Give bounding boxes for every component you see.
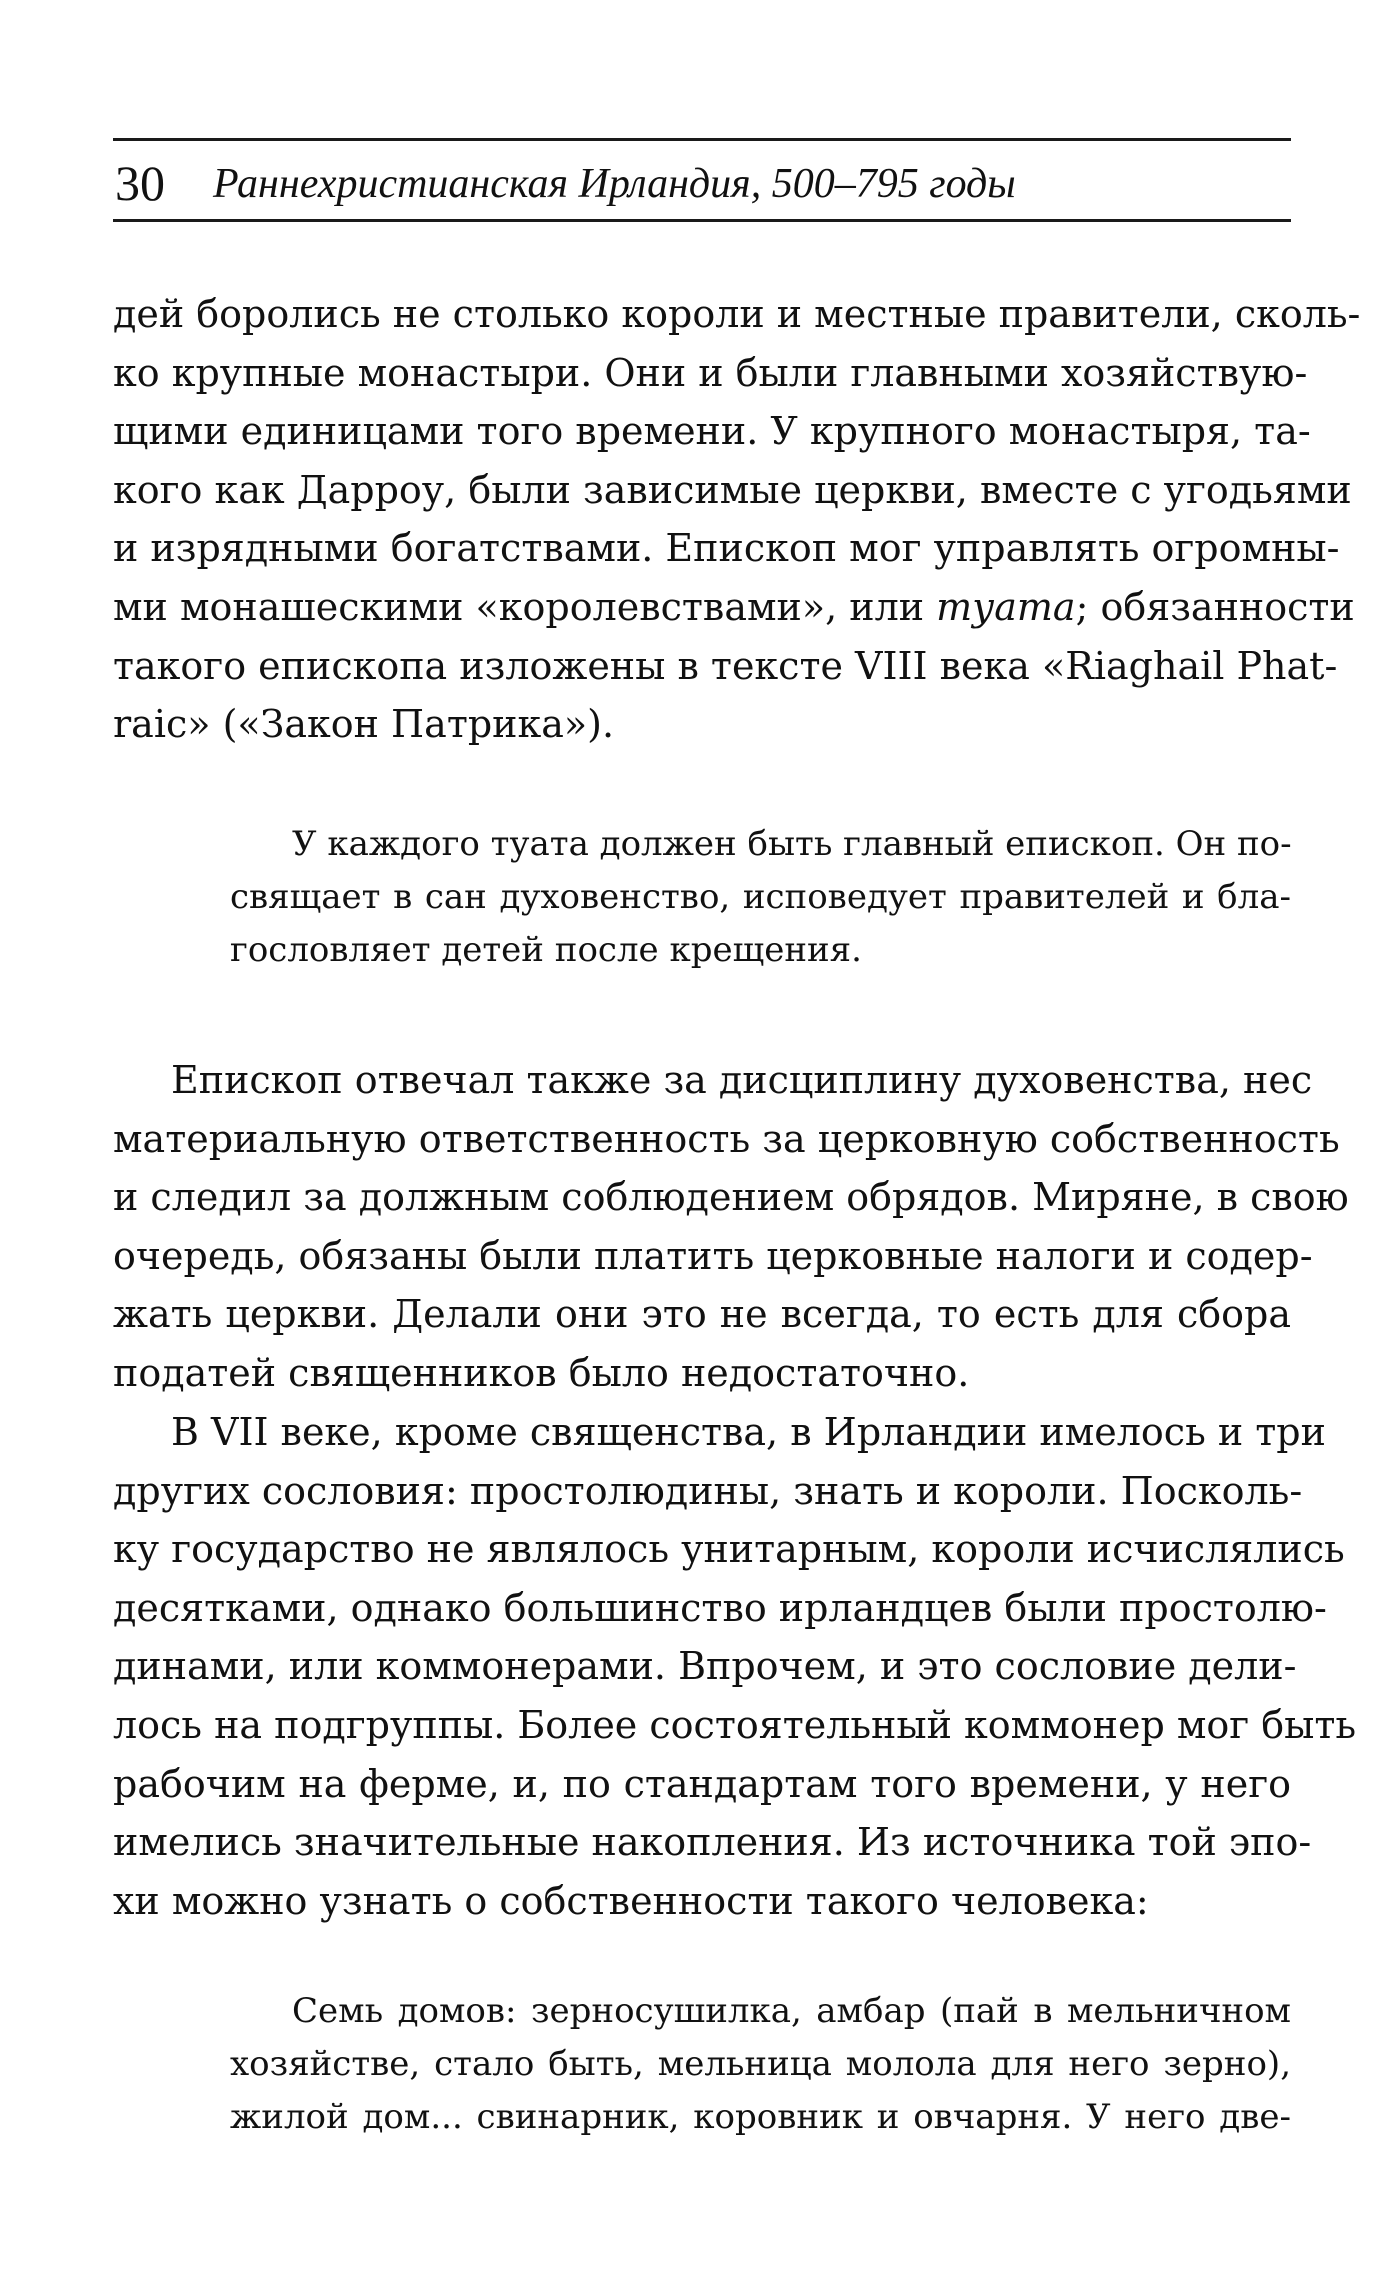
quote-line: Семь домов: зерносушилка, амбар (пай в мельничном	[292, 1991, 1291, 2031]
text-line: хи можно узнать о собственности такого человека:	[113, 1878, 1149, 1923]
text-line: десятками, однако большинство ирландцев были простолю-	[113, 1585, 1327, 1630]
block-quote-1	[230, 818, 1291, 977]
text-line: очередь, обязаны были платить церковные налоги и содер-	[113, 1233, 1313, 1278]
text-line: лось на подгруппы. Более состоятельный коммонер мог быть	[113, 1702, 1357, 1747]
paragraph-3	[113, 1403, 1357, 1930]
running-title: Раннехристианская Ирландия, 500–795 годы	[213, 161, 1016, 207]
text-line: ку государство не являлось унитарным, короли исчислялись	[113, 1527, 1345, 1572]
text-line: raic» («Закон Патрика»).	[113, 702, 615, 747]
text-line: имелись значительные накопления. Из источника той эпо-	[113, 1820, 1312, 1865]
text-line: такого епископа изложены в тексте VIII века «Riaghail Phat-	[113, 643, 1338, 688]
text-line: динами, или коммонерами. Впрочем, и это сословие дели-	[113, 1644, 1297, 1689]
quote-line: хозяйстве, стало быть, мельница молола для него зерно),	[230, 2044, 1291, 2084]
text-line: жать церкви. Делали они это не всегда, то есть для сбора	[113, 1292, 1291, 1337]
page-header	[113, 138, 1291, 222]
text-line: рабочим на ферме, и, по стандартам того времени, у него	[113, 1761, 1291, 1806]
italic-term: туата	[936, 584, 1076, 629]
text-line: материальную ответственность за церковную собственность	[113, 1116, 1340, 1161]
page-number: 30	[115, 155, 165, 211]
paragraph-1	[113, 285, 1361, 754]
text-line: податей священников было недостаточно.	[113, 1350, 970, 1395]
text-line: щими единицами того времени. У крупного монастыря, та-	[113, 409, 1311, 454]
text-line: других сословия: простолюдины, знать и короли. Посколь-	[113, 1468, 1303, 1513]
text-line: В VII веке, кроме священства, в Ирландии имелось и три	[171, 1410, 1326, 1454]
text-line: кого как Дарроу, были зависимые церкви, вместе с угодьями	[113, 467, 1352, 512]
quote-line: жилой дом... свинарник, коровник и овчарня. У него две-	[230, 2097, 1291, 2137]
text-line: ко крупные монастыри. Они и были главными хозяйствую-	[113, 350, 1308, 395]
quote-line: У каждого туата должен быть главный епископ. Он по-	[292, 824, 1292, 864]
text-segment: ми монашескими «королевствами», или	[113, 584, 937, 629]
quote-line: гословляет детей после крещения.	[230, 930, 862, 970]
text-line: дей боролись не столько короли и местные правители, сколь-	[113, 292, 1361, 336]
quote-line: свящает в сан духовенство, исповедует правителей и бла-	[230, 877, 1291, 917]
text-line	[113, 578, 1355, 637]
block-quote-2	[230, 1985, 1291, 2144]
text-line: и изрядными богатствами. Епископ мог управлять огромны-	[113, 526, 1340, 571]
text-segment: ; обязанности	[1075, 584, 1355, 629]
text-line: Епископ отвечал также за дисциплину духовенства, нес	[171, 1058, 1313, 1102]
text-line: и следил за должным соблюдением обрядов. Миряне, в свою	[113, 1175, 1349, 1220]
paragraph-2	[113, 1051, 1349, 1403]
